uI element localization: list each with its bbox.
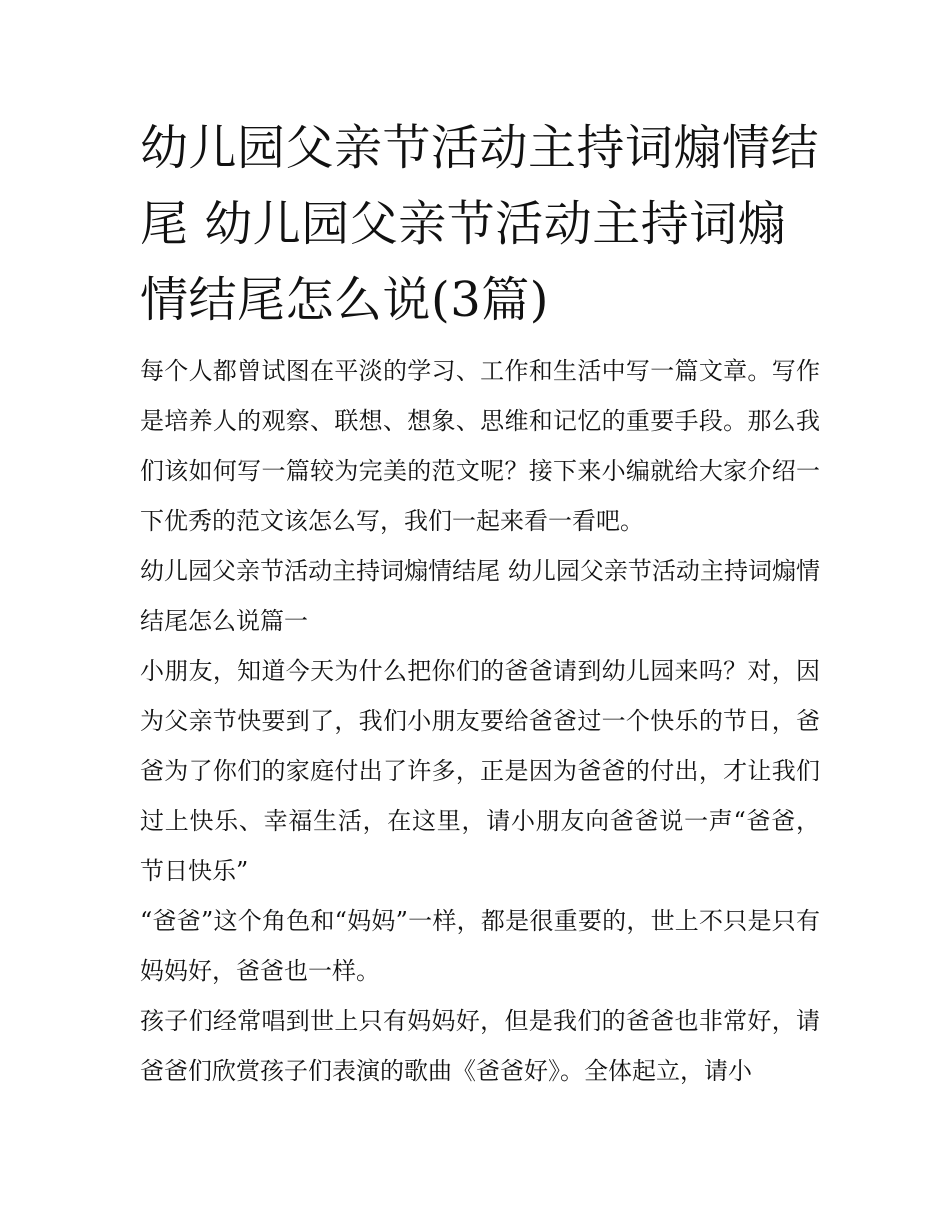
document-title: 幼儿园父亲节活动主持词煽情结尾 幼儿园父亲节活动主持词煽情结尾怎么说(3篇): [140, 120, 820, 328]
intro-paragraph: 每个人都曾试图在平淡的学习、工作和生活中写一篇文章。写作是培养人的观察、联想、想象、思维和记忆的重要手段。那么我们该如何写一篇较为完美的范文呢？接下来小编就给大家介绍一下优秀的范文该怎么写，我们一起来看一看吧。: [140, 357, 820, 535]
body-paragraph: 孩子们经常唱到世上只有妈妈好，但是我们的爸爸也非常好，请爸爸们欣赏孩子们表演的歌曲《爸爸好》。全体起立，请小: [140, 1007, 820, 1085]
body-paragraph: 小朋友，知道今天为什么把你们的爸爸请到幼儿园来吗？对，因为父亲节快要到了，我们小朋友要给爸爸过一个快乐的节日，爸爸为了你们的家庭付出了许多，正是因为爸爸的付出，才让我们过上快乐、幸福生活，在这里，请小朋友向爸爸说一声“爸爸，节日快乐”: [140, 657, 820, 885]
body-paragraph: “爸爸”这个角色和“妈妈”一样，都是很重要的，世上不只是只有妈妈好，爸爸也一样。: [140, 907, 820, 985]
document-page: [140, 110, 820, 1096]
section-heading: 幼儿园父亲节活动主持词煽情结尾 幼儿园父亲节活动主持词煽情结尾怎么说篇一: [140, 557, 820, 635]
